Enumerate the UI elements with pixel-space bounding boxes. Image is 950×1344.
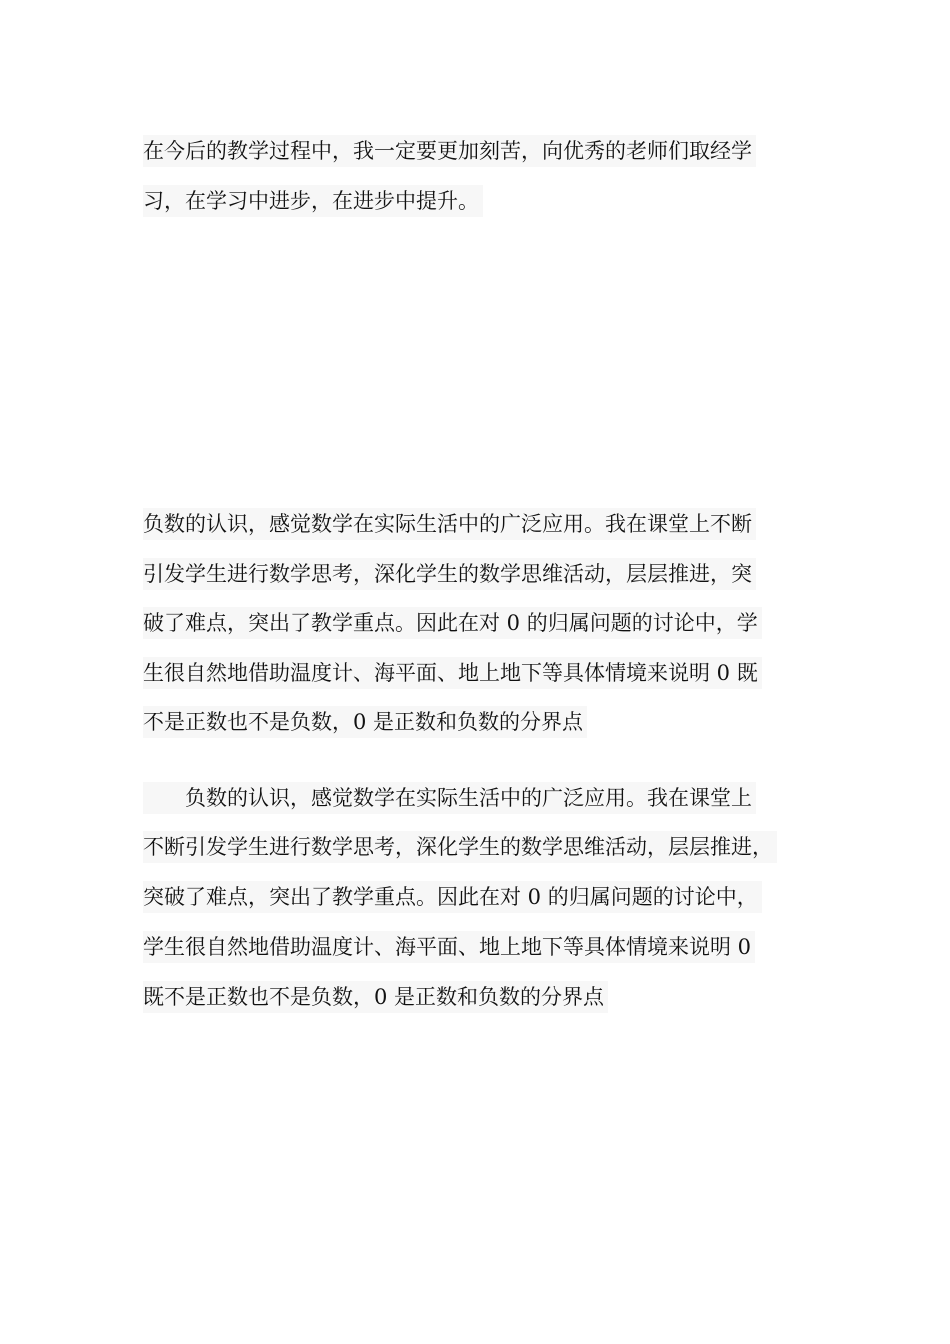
text-line: 破了难点，突出了教学重点。因此在对 0 的归属问题的讨论中，学 [143, 607, 762, 639]
text-line: 生很自然地借助温度计、海平面、地上地下等具体情境来说明 0 既 [143, 657, 762, 689]
text-line: 突破了难点，突出了教学重点。因此在对 0 的归属问题的讨论中， [143, 881, 762, 913]
text-line: 习，在学习中进步，在进步中提升。 [143, 185, 483, 217]
text-line: 不断引发学生进行数学思考，深化学生的数学思维活动，层层推进， [143, 831, 777, 863]
text-line: 引发学生进行数学思考，深化学生的数学思维活动，层层推进，突 [143, 558, 756, 590]
text-line: 负数的认识，感觉数学在实际生活中的广泛应用。我在课堂上不断 [143, 508, 756, 540]
text-line: 不是正数也不是负数，0 是正数和负数的分界点 [143, 706, 587, 738]
text-line: 负数的认识，感觉数学在实际生活中的广泛应用。我在课堂上 [143, 782, 756, 814]
text-line: 既不是正数也不是负数，0 是正数和负数的分界点 [143, 981, 608, 1013]
text-line: 在今后的教学过程中，我一定要更加刻苦，向优秀的老师们取经学 [143, 135, 756, 167]
text-line: 学生很自然地借助温度计、海平面、地上地下等具体情境来说明 0 [143, 931, 755, 963]
